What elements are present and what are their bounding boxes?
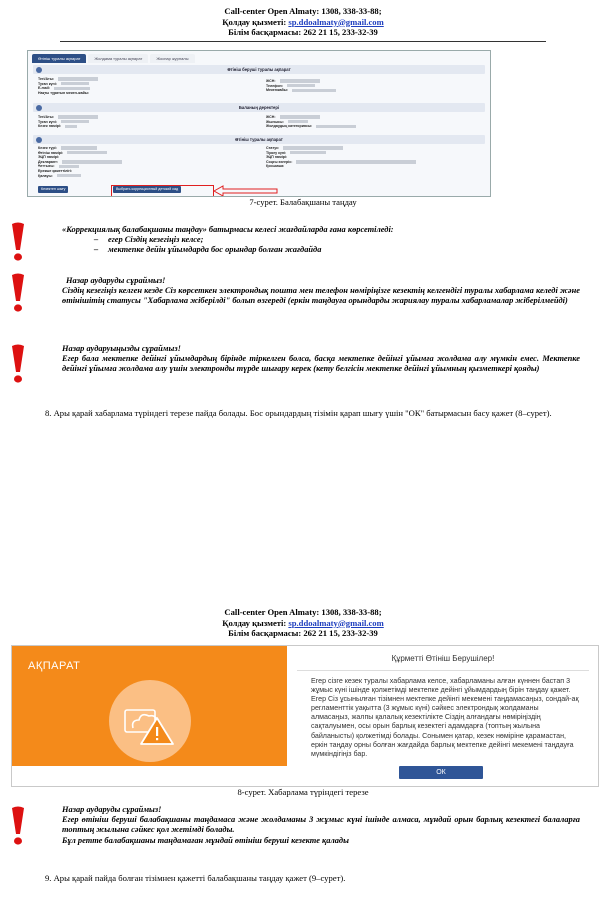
tab-application-info[interactable]: Өтініш туралы ақпарат [32, 54, 86, 63]
field-label: ЭЦП нөмірі: [266, 155, 288, 160]
field-label: Декларант: [38, 159, 59, 164]
field-label: Ұлттығы: [38, 164, 55, 169]
section-application [33, 135, 485, 144]
redacted-value [280, 115, 320, 118]
figure7-screenshot [27, 50, 491, 197]
support-line [0, 618, 606, 629]
redacted-value [54, 87, 90, 90]
field-label: E-mail: [38, 86, 50, 91]
page-header [0, 6, 606, 38]
section-applicant [33, 65, 485, 74]
support-email-link[interactable]: sp.ddoalmaty@gmail.com [288, 617, 384, 628]
redacted-value [59, 165, 79, 168]
field-label: Нақты тұратын мекен-жайы: [38, 90, 90, 95]
field-label: Соңғы өзгеріс: [266, 159, 293, 164]
child-left-fields [38, 115, 98, 129]
redacted-value [61, 146, 97, 149]
call-center-line: Call-center Open Almaty: 1308, 338-33-88; [224, 6, 382, 16]
note-title: Назар аударуды сұраймыз! [62, 805, 162, 814]
note-no-choice [62, 805, 580, 846]
section-title: Өтініш туралы ақпарат [235, 137, 283, 142]
redacted-value [61, 82, 89, 85]
dialog-title: Құрметті Өтініш Берушілер! [391, 654, 495, 663]
application-left-fields [38, 146, 122, 178]
note-text: Егер өтініш беруші балабақшаны таңдамаса және жолдаманы 3 жұмыс күні ішінде алмаса, мұндай орын барлық кезектегі балаларға топтың жылына сәйкес қол жетімді болады. [62, 815, 580, 835]
field-label: Мекенжайы: [266, 88, 289, 93]
figure7-caption: 7-сурет. Балабақшаны таңдау [249, 197, 357, 207]
redacted-value [65, 125, 77, 128]
cloud-warning-icon [119, 698, 181, 748]
note-text: Сіздің кезегіңіз келген кезде Сіз көрсеткен электрондық пошта мен телефон нөміріңізге кезектің келгендігі туралы хабарлама келеді және өтінішітің статусы "Хабарлама жіберілді" болып өзгереді (еркін таңдауға орындарды жариялау туралы хабарламалар жіберілмейді) [62, 286, 580, 306]
redacted-value [57, 174, 81, 177]
field-label: Кезек нөмірі: [38, 124, 62, 129]
tab-plan-journal[interactable]: Жоспар журналы [150, 54, 194, 63]
header-divider [60, 41, 546, 42]
field-label: Статус: [266, 146, 280, 150]
applicant-right-fields [266, 79, 336, 93]
redacted-value [288, 120, 308, 123]
note-conditions [62, 225, 580, 256]
note-queue-notification [62, 276, 580, 307]
figure8-caption: 8-сурет. Хабарлама түріндегі терезе [237, 787, 369, 797]
note-title: Назар аударуды сұраймыз! [66, 276, 166, 285]
redacted-value [67, 151, 107, 154]
redacted-value [290, 151, 326, 154]
support-line [0, 17, 606, 28]
page-header-2 [0, 607, 606, 639]
redacted-value [58, 115, 98, 118]
field-label: Тегі/Аты: [38, 77, 55, 81]
redacted-value [283, 146, 343, 149]
field-label: Жынысы: [266, 119, 284, 124]
field-label: ЖСН: [266, 115, 276, 119]
call-center-line: Call-center Open Almaty: 1308, 338-33-88; [224, 607, 382, 617]
field-label: Телефон: [266, 83, 283, 88]
redacted-value [280, 79, 320, 82]
field-label: Қалауы: [38, 173, 53, 178]
dialog-text: Егер сізге кезек туралы хабарлама келсе, хабарламаны алған күннен бастап 3 жұмыс күні ішінде қолжетімді мектепке дейінгі ұйымдардың бірін таңдау қажет. Егер Сіз ұсынылған тізімнен мектепке дейінгі мекемені таңдамасаңыз, сондай-ақ регламенттік уақытта (3 жұмыс күні) сәйкес электрондық жолдаманы алмасаңыз, жалпы қалалық кезектілікте Сіздің алғандағы нөміріңіздің сақталуымен, осы орын барлық кезектегі адамдарға (топтың жылына байланысты) қолжетімді болады. Сонымен қатар, кезек нөміріне қарамастан, еркін таңдау орны болған жағдайда барлық мектепке дейінгі мекемені таңдауға мүмкіндігіңіз бар. [311, 677, 579, 758]
section-child [33, 103, 485, 112]
tabs-bar [32, 54, 195, 63]
applicant-left-fields [38, 77, 98, 95]
redacted-value [292, 89, 336, 92]
info-banner [12, 646, 287, 766]
banner-title: АҚПАРАТ [28, 660, 81, 672]
field-label: Өтініш нөмірі: [38, 150, 64, 155]
condition-item: – егер Сіздің кезегіңіз келсе; [92, 235, 580, 245]
field-label: Кезек түрі: [38, 146, 57, 150]
field-label: Қосымша: [266, 164, 285, 169]
note-text: Егер бала мектепке дейінгі ұйымдардың бірінде тіркелген болса, басқа мектепке дейінгі ұйымға жолдама алу мүмкін емес. Мектепке дейінгі ұйымға жолдама алу үшін электронды түрде шығару керек (кету белгісін мектепке дейінгі ұйымның қызметкері қояды) [62, 354, 580, 374]
support-label: Қолдау қызметі: [222, 617, 289, 628]
support-label: Қолдау қызметі: [222, 16, 289, 27]
exclamation-icon [4, 273, 32, 313]
step9-text: 9. Ары қарай пайда болған тізімнен қажетті балабақшаны таңдау қажет (9–сурет). [45, 873, 346, 883]
redacted-value [316, 125, 356, 128]
exclamation-icon [4, 806, 32, 846]
dialog-divider [297, 670, 589, 671]
redacted-value [287, 84, 315, 87]
field-label: Туған күні: [38, 81, 57, 86]
field-label: Жолдаудың категориясы: [266, 124, 313, 129]
exclamation-icon [4, 222, 32, 262]
field-label: Ерекше қажеттілігі: [38, 168, 73, 173]
redacted-value [62, 160, 122, 163]
leave-queue-button[interactable]: Кезектен шығу [38, 186, 68, 193]
note-title: Назар аударуыңызды сұраймыз! [62, 344, 181, 353]
left-arrow-icon [213, 185, 279, 197]
note-text: Бұл ретте балабақшаны таңдамаған мұндай өтініш беруші кезекте қалады [62, 835, 349, 845]
ok-button[interactable]: ОК [399, 766, 483, 779]
redacted-value [296, 160, 416, 163]
field-label: Тіркеу күні: [266, 150, 287, 155]
education-dept-line: Білім басқармасы: 262 21 15, 233-32-39 [228, 27, 378, 37]
field-label: Туған күні: [38, 119, 57, 124]
application-right-fields [266, 146, 416, 169]
field-label: ЭЦП нөмірі: [38, 155, 60, 160]
dialog-message [297, 654, 589, 759]
choose-correctional-kindergarten-button[interactable]: Выбрать коррекционный детский сад [113, 186, 181, 193]
note-registered-child [62, 344, 580, 375]
field-label: ЖСН: [266, 79, 276, 83]
redacted-value [61, 120, 89, 123]
section-title: Өтініш беруші туралы ақпарат [227, 67, 291, 72]
note-lead: «Коррекциялық балабақшаны таңдау» батырмасы келесі жағдайларда ғана көрсетіледі: [62, 225, 394, 234]
child-right-fields [266, 115, 356, 129]
section-title: Баланың деректері [238, 105, 280, 110]
figure8-dialog-screenshot [11, 645, 599, 787]
redacted-value [58, 77, 98, 80]
condition-item: – мектепке дейін ұйымдарда бос орындар болған жағдайда [92, 245, 580, 255]
education-dept-line: Білім басқармасы: 262 21 15, 233-32-39 [228, 628, 378, 638]
tab-referral-info[interactable]: Жолдама туралы ақпарат [88, 54, 148, 63]
exclamation-icon [4, 344, 32, 384]
highlight-box [111, 185, 214, 197]
support-email-link[interactable]: sp.ddoalmaty@gmail.com [288, 16, 384, 27]
step8-text: 8. Ары қарай хабарлама түріндегі терезе пайда болады. Бос орындардың тізімін қарап шығу үшін "ОК" батырмасын басу қажет (8–сурет). [45, 408, 552, 418]
field-label: Тегі/Аты: [38, 115, 55, 119]
